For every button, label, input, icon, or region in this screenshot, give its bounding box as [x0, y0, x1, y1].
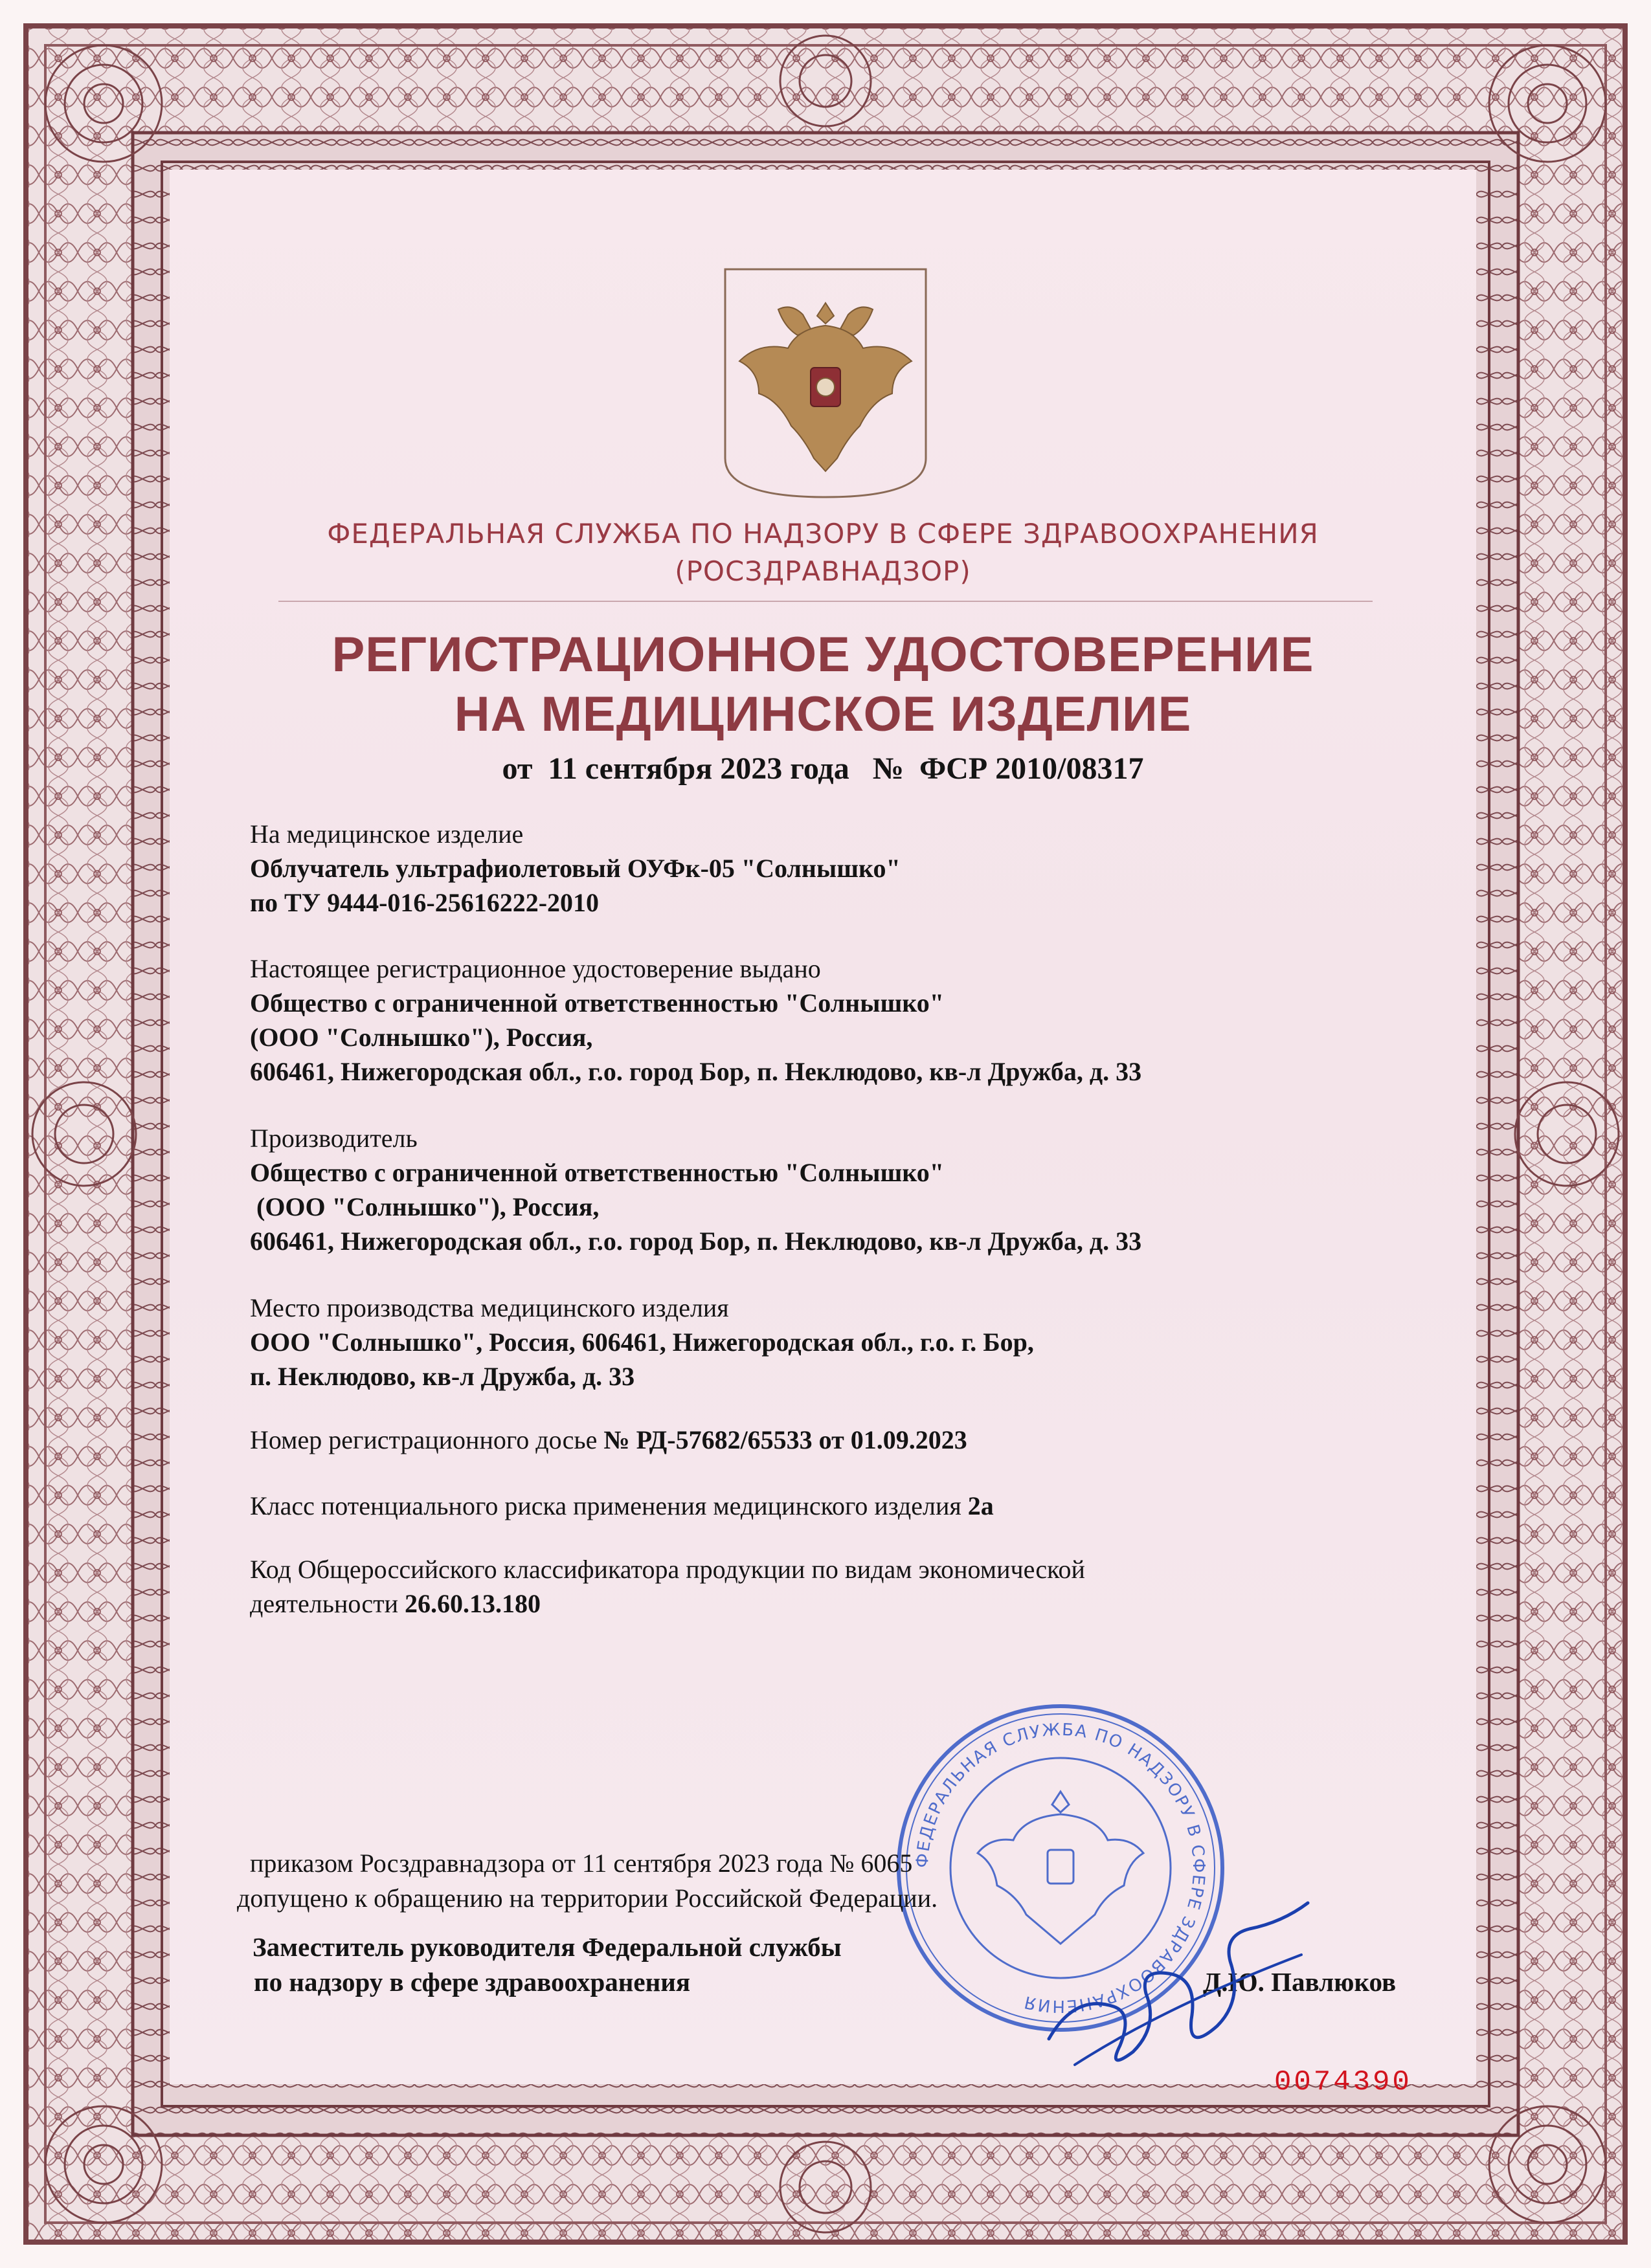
dossier-label: Номер регистрационного досье: [250, 1425, 604, 1454]
manufacturer-short-name: (ООО "Солнышко"), Россия,: [250, 1192, 600, 1221]
serial-number: 0074390: [1274, 2066, 1412, 2098]
issued-to-company: Общество с ограниченной ответственностью "Солнышко": [250, 988, 944, 1017]
order-line2: допущено к обращению на территории Российской Федерации.: [237, 1884, 938, 1913]
production-site-label: Место производства медицинского изделия: [250, 1293, 729, 1322]
certificate-number: № ФСР 2010/08317: [872, 751, 1144, 786]
divider: [278, 601, 1373, 602]
agency-abbreviation: (РОСЗДРАВНАДЗОР): [675, 555, 971, 587]
okpd-section: [250, 1552, 1085, 1621]
okpd-label-line1: Код Общероссийского классификатора продукции по видам экономической: [250, 1555, 1085, 1584]
issued-to-short-name: (ООО "Солнышко"), Россия,: [250, 1023, 593, 1052]
risk-class-section: [250, 1489, 994, 1523]
okpd-code: 26.60.13.180: [404, 1589, 541, 1618]
signatory-position-line1: Заместитель руководителя Федеральной службы: [253, 1932, 842, 1962]
manufacturer-address: 606461, Нижегородская обл., г.о. город Бор, п. Неклюдово, кв-л Дружба, д. 33: [250, 1227, 1142, 1256]
device-spec: по ТУ 9444-016-25616222-2010: [250, 888, 600, 917]
signatory-position-line2: по надзору в сфере здравоохранения: [254, 1967, 691, 1997]
dossier-section: [250, 1423, 967, 1457]
signature-icon: [1036, 1877, 1314, 2091]
production-site-section: [250, 1291, 1034, 1394]
stamp-ring-text: ФЕДЕРАЛЬНАЯ СЛУЖБА ПО НАДЗОРУ В СФЕРЕ ЗДРАВООХРАНЕНИЯ: [912, 1720, 1209, 2016]
production-site-line1: ООО "Солнышко", Россия, 606461, Нижегородская обл., г.о. г. Бор,: [250, 1328, 1034, 1357]
agency-name: ФЕДЕРАЛЬНАЯ СЛУЖБА ПО НАДЗОРУ В СФЕРЕ ЗДРАВООХРАНЕНИЯ: [327, 518, 1319, 550]
manufacturer-label: Производитель: [250, 1124, 418, 1153]
double-headed-eagle-icon: [720, 264, 931, 501]
device-label: На медицинское изделие: [250, 819, 524, 849]
manufacturer-section: [250, 1121, 1141, 1258]
issued-to-label: Настоящее регистрационное удостоверение выдано: [250, 954, 821, 983]
risk-class-label: Класс потенциального риска применения медицинского изделия: [250, 1491, 968, 1520]
document-title-line1: РЕГИСТРАЦИОННОЕ УДОСТОВЕРЕНИЕ: [331, 627, 1314, 682]
document-title-line2: НА МЕДИЦИНСКОЕ ИЗДЕЛИЕ: [454, 687, 1192, 742]
issued-to-address: 606461, Нижегородская обл., г.о. город Бор, п. Неклюдово, кв-л Дружба, д. 33: [250, 1057, 1142, 1086]
okpd-label-line2: деятельности: [250, 1589, 405, 1618]
order-line1: приказом Росздравнадзора от 11 сентября 2023 года № 6065: [250, 1849, 913, 1878]
dossier-number: № РД-57682/65533 от 01.09.2023: [603, 1425, 967, 1454]
device-name: Облучатель ультрафиолетовый ОУФк-05 "Солнышко": [250, 854, 901, 883]
issue-date: от 11 сентября 2023 года: [502, 751, 849, 786]
signatory-name: Д.Ю. Павлюков: [1203, 1967, 1397, 1997]
risk-class-value: 2а: [967, 1491, 994, 1520]
production-site-line2: п. Неклюдово, кв-л Дружба, д. 33: [250, 1362, 635, 1391]
device-section: [250, 817, 901, 920]
issue-date-and-number: [170, 751, 1476, 786]
manufacturer-company: Общество с ограниченной ответственностью "Солнышко": [250, 1158, 944, 1187]
issued-to-section: [250, 951, 1141, 1089]
